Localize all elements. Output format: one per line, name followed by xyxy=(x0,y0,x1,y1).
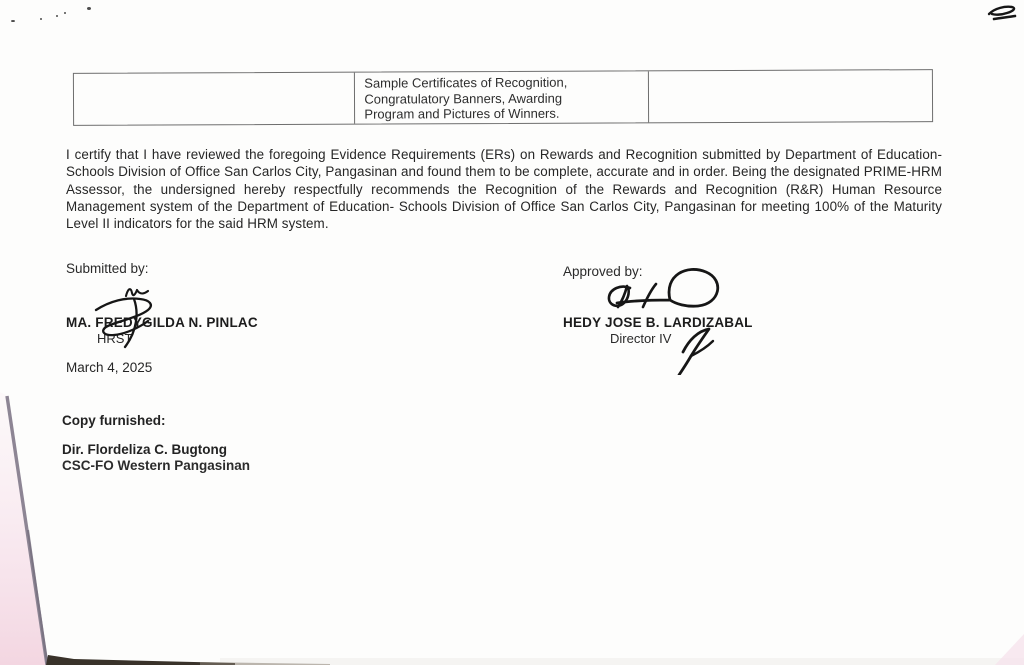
evidence-table-cell-right xyxy=(649,70,933,122)
submitted-by-title: HRST xyxy=(97,331,133,346)
evidence-table-cell-left xyxy=(74,73,356,125)
approved-by-title: Director IV xyxy=(610,331,672,346)
copy-furnished-recipient-name: Dir. Flordeliza C. Bugtong xyxy=(62,442,227,457)
scan-speck xyxy=(56,15,58,17)
evidence-line: Congratulatory Banners, Awarding xyxy=(364,90,563,107)
scan-speck xyxy=(40,18,42,20)
evidence-line: Program and Pictures of Winners. xyxy=(364,105,560,122)
approved-by-label: Approved by: xyxy=(563,264,643,279)
evidence-table-cell-evidence xyxy=(355,71,649,123)
pink-backing-left xyxy=(0,392,48,665)
scan-speck xyxy=(87,7,91,10)
bottom-edge-shadow xyxy=(46,655,235,665)
paper-edge-line xyxy=(7,396,47,665)
evidence-line: Sample Certificates of Recognition, xyxy=(364,74,568,91)
evidence-table xyxy=(73,69,933,126)
submitted-by-name: MA. FREDYGILDA N. PINLAC xyxy=(66,315,258,330)
approved-by-name: HEDY JOSE B. LARDIZABAL xyxy=(563,315,753,330)
pink-backing-bottom-right xyxy=(995,634,1024,665)
date-line: March 4, 2025 xyxy=(66,360,153,375)
pen-check-mark xyxy=(985,2,1021,28)
submitted-by-label: Submitted by: xyxy=(66,261,149,276)
scan-speck xyxy=(11,20,15,22)
certification-paragraph: I certify that I have reviewed the foregoing Evidence Requirements (ERs) on Rewards and Recognition submitted by Department of Education- Schools Division of Office San Carlos City, Pangasinan and found them to be complete, accurate and in order. Being the designated PRIME-HRM Assessor, the undersigned hereby respectfully recommends the Recognition of the Rewards and Recognition (R&R) Human Resource Management system of the Department of Education- Schools Division of Office San Carlos City, Pangasinan for meeting 100% of the Maturity Level II indicators for the said HRM system. xyxy=(66,147,942,232)
copy-furnished-label: Copy furnished: xyxy=(62,413,166,428)
scan-speck xyxy=(64,12,66,14)
copy-furnished-recipient-office: CSC-FO Western Pangasinan xyxy=(62,458,251,473)
